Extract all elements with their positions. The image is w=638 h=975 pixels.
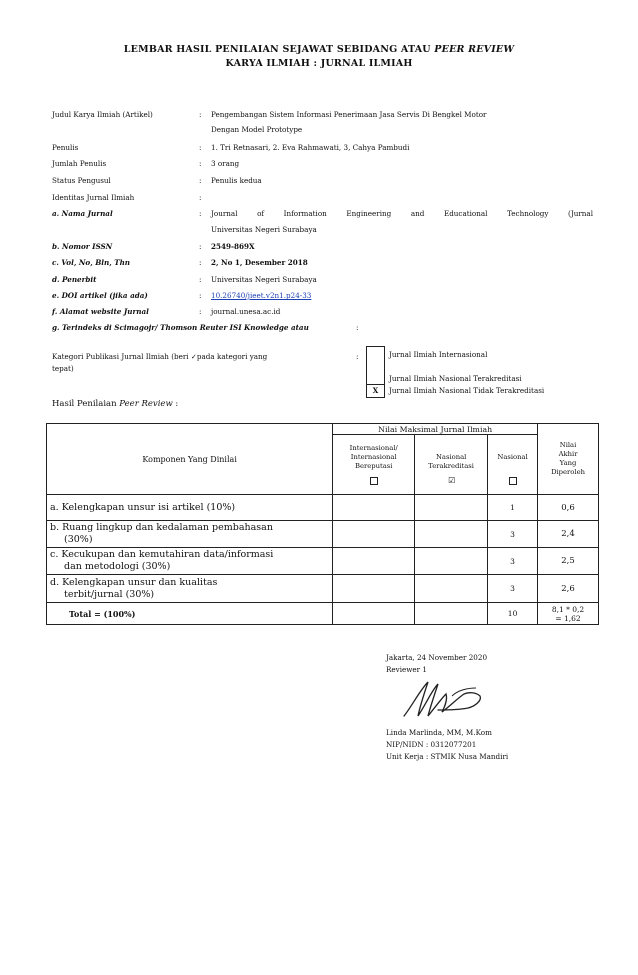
doi-link[interactable]: 10.26740/jieet.v2n1.p24-33 bbox=[211, 291, 312, 300]
intl-h1: Internasional/ bbox=[349, 443, 398, 452]
nama-jurnal-value-2: Universitas Negeri Surabaya bbox=[211, 225, 317, 234]
colon: : bbox=[199, 209, 202, 218]
cell-intl bbox=[333, 521, 415, 548]
nilai-maks-header: Nilai Maksimal Jurnal Ilmiah bbox=[333, 424, 538, 435]
nilai-akhir-header bbox=[538, 424, 599, 495]
kategori-option-nas-tidak: Jurnal Ilmiah Nasional Tidak Terakreditasi bbox=[389, 386, 545, 395]
row-label-line2: (30%) bbox=[64, 534, 93, 545]
kategori-checkbox-intl[interactable] bbox=[366, 346, 385, 385]
row-label bbox=[47, 548, 333, 575]
signature-image bbox=[398, 676, 490, 720]
cell-nas-ak bbox=[415, 521, 488, 548]
table-row bbox=[47, 548, 599, 575]
kategori-option-nas-ak: Jurnal Ilmiah Nasional Terakreditasi bbox=[389, 374, 522, 383]
cell-intl bbox=[333, 495, 415, 521]
cell-nasional: 3 bbox=[488, 575, 538, 603]
cell-intl bbox=[333, 548, 415, 575]
judul-label: Judul Karya Ilmiah (Artikel) bbox=[52, 110, 153, 119]
total-nasional: 10 bbox=[488, 603, 538, 625]
cell-nas-ak bbox=[415, 495, 488, 521]
table-row bbox=[47, 521, 599, 548]
row-label bbox=[47, 495, 333, 521]
cell-nas-ak bbox=[415, 603, 488, 625]
row-label-line2: terbit/jurnal (30%) bbox=[64, 588, 155, 600]
colon: : bbox=[199, 275, 202, 284]
cell-nas-ak bbox=[415, 575, 488, 603]
hasil-prefix: Hasil Penilaian bbox=[52, 399, 117, 409]
nama-jurnal-value: Journal of Information Engineering and Educational Technology (Jurnal bbox=[211, 209, 593, 218]
checkbox-intl[interactable] bbox=[370, 477, 378, 485]
jumlah-label: Jumlah Penulis bbox=[52, 159, 107, 168]
sign-reviewer: Reviewer 1 bbox=[386, 665, 427, 674]
akhir-h4: Diperoleh bbox=[551, 468, 585, 476]
jumlah-value: 3 orang bbox=[211, 159, 240, 168]
colon: : bbox=[199, 143, 202, 152]
kategori-option-intl: Jurnal Ilmiah Internasional bbox=[389, 350, 488, 359]
penulis-value: 1. Tri Retnasari, 2. Eva Rahmawati, 3, Cahya Pambudi bbox=[211, 143, 410, 152]
total-akhir-line2: = 1,62 bbox=[555, 613, 581, 623]
penulis-label: Penulis bbox=[52, 143, 79, 152]
website-value: journal.unesa.ac.id bbox=[211, 307, 281, 316]
table-row bbox=[47, 495, 599, 521]
cell-intl bbox=[333, 575, 415, 603]
title-line1: LEMBAR HASIL PENILAIAN SEJAWAT SEBIDANG ATAU bbox=[123, 44, 431, 55]
row-label-line1: d. Kelengkapan unsur dan kualitas bbox=[50, 576, 218, 588]
checkbox-nas[interactable] bbox=[509, 477, 517, 485]
sign-unit: Unit Kerja : STMIK Nusa Mandiri bbox=[386, 752, 509, 761]
row-label bbox=[47, 521, 333, 548]
vol-label: c. Vol, No, Bln, Thn bbox=[52, 258, 131, 267]
sign-place-date: Jakarta, 24 November 2020 bbox=[386, 653, 488, 662]
terindeks-label: g. Terindeks di Scimagojr/ Thomson Reuter ISI Knowledge atau bbox=[52, 323, 309, 332]
sign-nip: NIP/NIDN : 0312077201 bbox=[386, 740, 477, 749]
row-label-line1: a. Kelengkapan unsur isi artikel (10%) bbox=[50, 501, 236, 513]
cell-nas-ak bbox=[415, 548, 488, 575]
penerbit-value: Universitas Negeri Surabaya bbox=[211, 275, 317, 284]
nama-jurnal-label: a. Nama Jurnal bbox=[52, 209, 113, 218]
colon: : bbox=[199, 193, 202, 202]
akhir-h2: Akhir bbox=[558, 450, 578, 458]
intl-h3: Bereputasi bbox=[354, 461, 393, 470]
cell-akhir: 0,6 bbox=[538, 495, 599, 521]
colon: : bbox=[199, 307, 202, 316]
doi-label: e. DOI artikel (jika ada) bbox=[52, 291, 148, 300]
identitas-label: Identitas Jurnal Ilmiah bbox=[52, 193, 135, 202]
judul-value: Pengembangan Sistem Informasi Penerimaan Jasa Servis Di Bengkel Motor bbox=[211, 110, 487, 119]
hasil-italic: Peer Review bbox=[119, 399, 173, 409]
kategori-checkbox-nas-tidak[interactable]: X bbox=[366, 384, 385, 398]
colon: : bbox=[199, 110, 202, 119]
score-table bbox=[46, 423, 599, 625]
issn-label: b. Nomor ISSN bbox=[52, 242, 113, 251]
row-label bbox=[47, 575, 333, 603]
total-label: Total = (100%) bbox=[47, 603, 333, 625]
nas-ak-h2: Terakreditasi bbox=[428, 461, 474, 470]
cell-nasional: 3 bbox=[488, 548, 538, 575]
website-label: f. Alamat website Jurnal bbox=[52, 307, 149, 316]
status-label: Status Pengusul bbox=[52, 176, 111, 185]
col-nasional-header bbox=[488, 435, 538, 495]
colon: : bbox=[199, 258, 202, 267]
cell-akhir: 2,5 bbox=[538, 548, 599, 575]
title-line1-italic: PEER REVIEW bbox=[434, 44, 515, 55]
hasil-suffix: : bbox=[172, 399, 179, 409]
cell-akhir: 2,6 bbox=[538, 575, 599, 603]
nas-h1: Nasional bbox=[497, 452, 528, 461]
col-internasional-header bbox=[333, 435, 415, 495]
vol-value: 2, No 1, Desember 2018 bbox=[211, 258, 308, 267]
colon: : bbox=[199, 176, 202, 185]
penerbit-label: d. Penerbit bbox=[52, 275, 97, 284]
cell-akhir: 2,4 bbox=[538, 521, 599, 548]
document-subtitle: KARYA ILMIAH : JURNAL ILMIAH bbox=[225, 58, 413, 69]
sign-name: Linda Marlinda, MM, M.Kom bbox=[386, 728, 492, 737]
col-nasional-terakreditasi-header bbox=[415, 435, 488, 495]
kategori-label-2: tepat) bbox=[52, 364, 74, 373]
akhir-h3: Yang bbox=[559, 459, 577, 467]
cell-nasional: 3 bbox=[488, 521, 538, 548]
total-akhir bbox=[538, 603, 599, 625]
intl-h2: Internasional bbox=[350, 452, 397, 461]
total-akhir-line1: 8,1 * 0,2 bbox=[551, 604, 585, 614]
table-row bbox=[47, 575, 599, 603]
colon: : bbox=[199, 242, 202, 251]
cell-intl bbox=[333, 603, 415, 625]
issn-value: 2549-869X bbox=[211, 242, 255, 251]
colon: : bbox=[199, 291, 202, 300]
komponen-header: Komponen Yang Dinilai bbox=[47, 424, 333, 495]
colon: : bbox=[199, 159, 202, 168]
row-label-line2: dan metodologi (30%) bbox=[64, 561, 171, 572]
colon: : bbox=[356, 323, 359, 332]
kategori-label: Kategori Publikasi Jurnal Ilmiah (beri ✓pada kategori yang bbox=[52, 352, 268, 361]
cell-nasional: 1 bbox=[488, 495, 538, 521]
kategori-colon: : bbox=[356, 352, 359, 361]
checkbox-nas-ak[interactable]: ☑ bbox=[448, 475, 456, 485]
akhir-h1: Nilai bbox=[559, 441, 577, 449]
row-label-line1: b. Ruang lingkup dan kedalaman pembahasan bbox=[50, 522, 273, 533]
row-label-line1: c. Kecukupan dan kemutahiran data/informasi bbox=[50, 549, 274, 560]
table-total-row bbox=[47, 603, 599, 625]
hasil-penilaian-label bbox=[52, 399, 178, 409]
document-title bbox=[0, 44, 638, 55]
judul-value-2: Dengan Model Prototype bbox=[211, 125, 303, 134]
status-value: Penulis kedua bbox=[211, 176, 262, 185]
nas-ak-h1: Nasional bbox=[435, 452, 467, 461]
